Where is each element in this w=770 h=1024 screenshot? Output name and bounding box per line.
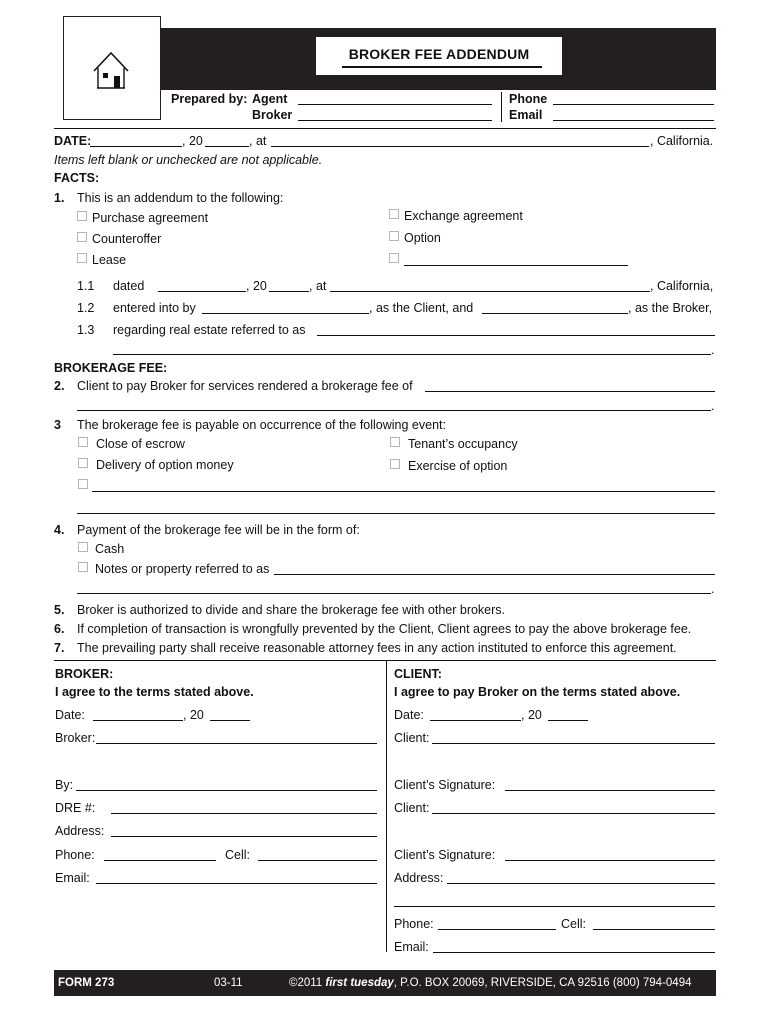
item3-text: The brokerage fee is payable on occurrence of the following event: — [77, 418, 446, 432]
signature-divider — [386, 660, 387, 952]
checkbox-tenant-occupancy[interactable] — [390, 437, 400, 447]
item3-number: 3 — [54, 418, 61, 432]
sub3-number: 1.3 — [77, 323, 95, 337]
fee-period: . — [711, 399, 715, 413]
broker-name-field[interactable] — [482, 313, 628, 314]
footer-copyright — [289, 977, 691, 989]
broker-sign-field[interactable] — [96, 743, 377, 744]
broker-date-year-field[interactable] — [210, 720, 250, 721]
tenant-occupancy-label: Tenant’s occupancy — [408, 437, 518, 451]
dre-label: DRE #: — [55, 801, 96, 815]
checkbox-counteroffer[interactable] — [77, 232, 87, 242]
house-icon — [64, 17, 160, 119]
client-date-year-field[interactable] — [548, 720, 588, 721]
client-email-label: Email: — [394, 940, 429, 954]
notes-property-field[interactable] — [274, 574, 715, 575]
broker-date-year-prefix: , 20 — [183, 708, 204, 722]
client-email-field[interactable] — [433, 952, 715, 953]
broker-date-field[interactable] — [93, 720, 183, 721]
prepared-by-label: Prepared by: — [171, 92, 248, 106]
date-year-prefix: , 20 — [182, 134, 203, 148]
exchange-agreement-label: Exchange agreement — [404, 209, 523, 223]
checkbox-cash[interactable] — [78, 542, 88, 552]
checkbox-purchase-agreement[interactable] — [77, 211, 87, 221]
client-address-field-2[interactable] — [394, 906, 715, 907]
broker-sign-label: Broker: — [55, 731, 96, 745]
checkbox-delivery-option-money[interactable] — [78, 458, 88, 468]
item7-number: 7. — [54, 641, 65, 655]
date-year-field[interactable] — [205, 146, 249, 147]
sub2-number: 1.2 — [77, 301, 95, 315]
header-rule — [54, 128, 716, 129]
dated-year-field[interactable] — [269, 291, 309, 292]
client-signature-label: Client’s Signature: — [394, 778, 496, 792]
fee-amount-field-2[interactable] — [77, 410, 711, 411]
dated-at-label: , at — [309, 279, 327, 293]
broker-cell-field[interactable] — [258, 860, 377, 861]
footer-brand: first tuesday — [325, 977, 394, 989]
by-label: By: — [55, 778, 74, 792]
lease-label: Lease — [92, 253, 127, 267]
client-signature-label-2: Client’s Signature: — [394, 848, 496, 862]
client-address-field[interactable] — [447, 883, 715, 884]
broker-phone-field[interactable] — [104, 860, 216, 861]
client-label: Client: — [394, 731, 430, 745]
item5-text: Broker is authorized to divide and share the brokerage fee with other brokers. — [77, 603, 506, 617]
client-field[interactable] — [432, 743, 715, 744]
form-title: BROKER FEE ADDENDUM — [348, 46, 530, 62]
broker-address-label: Address: — [55, 824, 105, 838]
agent-label: Agent — [252, 92, 288, 106]
notes-property-field-2[interactable] — [77, 593, 711, 594]
cash-label: Cash — [95, 542, 125, 556]
signature-section-rule — [54, 660, 716, 661]
broker-label: Broker — [252, 108, 293, 122]
notes-period: . — [711, 582, 715, 596]
email-field[interactable] — [553, 120, 714, 121]
footer-address: , P.O. BOX 20069, RIVERSIDE, CA 92516 (800) 794-0494 — [393, 977, 692, 989]
sub1-label: dated — [113, 279, 145, 293]
date-field[interactable] — [90, 146, 182, 147]
client-field-2[interactable] — [432, 813, 715, 814]
sub1-number: 1.1 — [77, 279, 95, 293]
client-signature-field-2[interactable] — [505, 860, 715, 861]
sub2-label: entered into by — [113, 301, 196, 315]
dated-year-prefix: , 20 — [246, 279, 267, 293]
checkbox-close-of-escrow[interactable] — [78, 437, 88, 447]
real-estate-field-2[interactable] — [113, 354, 711, 355]
client-name-field[interactable] — [202, 313, 369, 314]
item7-text: The prevailing party shall receive reasonable attorney fees in any action instituted to enforce this agreement. — [77, 641, 677, 655]
purchase-agreement-label: Purchase agreement — [92, 211, 209, 225]
broker-cell-label: Cell: — [225, 848, 251, 862]
brokerage-fee-heading: BROKERAGE FEE: — [54, 361, 168, 375]
date-label: DATE: — [54, 134, 92, 148]
other-event-field[interactable] — [92, 491, 715, 492]
checkbox-exchange-agreement[interactable] — [389, 209, 399, 219]
broker-agree-text: I agree to the terms stated above. — [55, 685, 254, 699]
footer-revision: 03-11 — [214, 977, 243, 989]
item4-text: Payment of the brokerage fee will be in the form of: — [77, 523, 360, 537]
date-at-label: , at — [249, 134, 267, 148]
dated-field[interactable] — [158, 291, 246, 292]
client-phone-label: Phone: — [394, 917, 434, 931]
real-estate-field[interactable] — [317, 335, 715, 336]
item2-text: Client to pay Broker for services rendered a brokerage fee of — [77, 379, 413, 393]
real-estate-period: . — [711, 343, 715, 357]
broker-date-label: Date: — [55, 708, 85, 722]
by-field[interactable] — [76, 790, 377, 791]
checkbox-other-document[interactable] — [389, 253, 399, 263]
client-date-label: Date: — [394, 708, 424, 722]
blank-note: Items left blank or unchecked are not applicable. — [54, 153, 323, 167]
other-document-field[interactable] — [404, 265, 628, 266]
item6-number: 6. — [54, 622, 65, 636]
item2-number: 2. — [54, 379, 65, 393]
facts-heading: FACTS: — [54, 171, 100, 185]
fee-amount-field[interactable] — [425, 391, 715, 392]
client-label-2: Client: — [394, 801, 430, 815]
checkbox-exercise-option[interactable] — [390, 459, 400, 469]
other-event-field-2[interactable] — [77, 513, 715, 514]
broker-email-label: Email: — [55, 871, 90, 885]
logo-box — [63, 16, 161, 120]
item5-number: 5. — [54, 603, 65, 617]
dated-location-field[interactable] — [330, 291, 650, 292]
delivery-option-money-label: Delivery of option money — [96, 458, 234, 472]
checkbox-other-event[interactable] — [78, 479, 88, 489]
checkbox-notes-property[interactable] — [78, 562, 88, 572]
item4-number: 4. — [54, 523, 65, 537]
email-label: Email — [509, 108, 543, 122]
dre-field[interactable] — [111, 813, 377, 814]
close-of-escrow-label: Close of escrow — [96, 437, 185, 451]
footer-copyright-year: ©2011 — [289, 977, 323, 989]
broker-email-field[interactable] — [96, 883, 377, 884]
as-client-label: , as the Client, and — [369, 301, 474, 315]
dated-california: , California, — [650, 279, 714, 293]
client-phone-field[interactable] — [438, 929, 556, 930]
client-cell-field[interactable] — [593, 929, 715, 930]
option-label: Option — [404, 231, 441, 245]
date-location-field[interactable] — [271, 146, 649, 147]
broker-heading: BROKER: — [55, 667, 114, 681]
broker-phone-label: Phone: — [55, 848, 95, 862]
header-divider — [501, 92, 502, 122]
broker-address-field[interactable] — [111, 836, 377, 837]
item6-text: If completion of transaction is wrongfully prevented by the Client, Client agrees to pay the above brokerage fee. — [77, 622, 692, 636]
date-california: , California. — [650, 134, 714, 148]
item1-number: 1. — [54, 191, 65, 205]
client-date-field[interactable] — [430, 720, 521, 721]
client-date-year-prefix: , 20 — [521, 708, 542, 722]
checkbox-option[interactable] — [389, 231, 399, 241]
as-broker-label: , as the Broker, — [628, 301, 713, 315]
checkbox-lease[interactable] — [77, 253, 87, 263]
phone-label: Phone — [509, 92, 548, 106]
client-signature-field[interactable] — [505, 790, 715, 791]
item1-text: This is an addendum to the following: — [77, 191, 284, 205]
client-cell-label: Cell: — [561, 917, 587, 931]
phone-field[interactable] — [553, 104, 714, 105]
agent-field[interactable] — [298, 104, 492, 105]
broker-field[interactable] — [298, 120, 492, 121]
counteroffer-label: Counteroffer — [92, 232, 162, 246]
notes-property-label: Notes or property referred to as — [95, 562, 270, 576]
sub3-label: regarding real estate referred to as — [113, 323, 306, 337]
exercise-option-label: Exercise of option — [408, 459, 508, 473]
client-heading: CLIENT: — [394, 667, 442, 681]
client-address-label: Address: — [394, 871, 444, 885]
footer-form-number: FORM 273 — [58, 977, 115, 989]
title-underline — [342, 66, 542, 68]
client-agree-text: I agree to pay Broker on the terms stated above. — [394, 685, 681, 699]
